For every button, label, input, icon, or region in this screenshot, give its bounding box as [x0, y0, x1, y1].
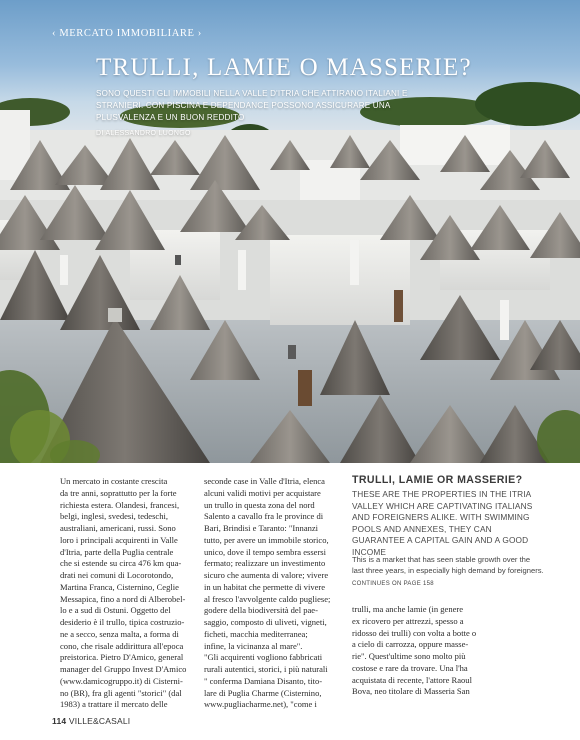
body-line: Bari, Brindisi e Taranto: "Innanzi	[204, 523, 319, 533]
body-line: unico, dove il tempo sembra essersi	[204, 546, 327, 557]
body-line: che si estende su circa 476 km qua-	[60, 558, 182, 569]
body-line: no (BR), fra gli agenti "storici" (dal	[60, 687, 182, 698]
body-line: "Gli acquirenti vogliono fabbricati	[204, 652, 323, 663]
body-line: sicuro che aumenta di valore; vivere	[204, 570, 329, 580]
english-title: TRULLI, LAMIE OR MASSERIE?	[352, 474, 523, 486]
body-line: Salento a cavallo fra le province di	[204, 511, 324, 522]
body-line: loro i principali acquirenti in Valle	[60, 534, 178, 545]
page-folio	[52, 716, 130, 726]
continued-link[interactable]: CONTINUES ON PAGE 158	[352, 580, 434, 587]
body-line: drati nei comuni di Locorotondo,	[60, 570, 174, 580]
body-line: australiani, americani, russi. Sono	[60, 523, 176, 533]
body-line: ridosso dei trulli) con volta a botte o	[352, 627, 477, 638]
body-line: ficheti, macchia mediterranea;	[204, 628, 308, 639]
body-line: lare di Puglia Charme (Cisternino,	[204, 687, 322, 698]
body-line: costose e rare da trovare. Una l'ha	[352, 662, 468, 673]
body-line: ex ricovero per attrezzi, spesso a	[352, 615, 464, 626]
article-column-1	[60, 476, 196, 711]
english-summary	[352, 554, 544, 590]
body-line: tutto, per avere un immobile storico,	[204, 534, 329, 545]
article-column-3	[352, 604, 524, 698]
body-line: rurali autentici, storici, i più naturali	[204, 664, 328, 674]
body-line: 1983) a trattare il mercato delle	[60, 699, 168, 710]
body-line: un trullo in questa zona del nord	[204, 499, 315, 510]
body-line: (www.damicogruppo.it) di Cisterni-	[60, 675, 183, 686]
body-line: Martina Franca, Cisternino, Ceglie	[60, 581, 179, 592]
body-line: cono, che risale addirittura all'epoca	[60, 640, 184, 651]
body-line: fermato; realizzare un investimento	[204, 558, 326, 569]
english-deck: THESE ARE THE PROPERTIES IN THE ITRIA VALLEY WHICH ARE CAPTIVATING ITALIANS AND FOREIGNERS ALIKE. WITH SWIMMING POOLS AND ANNEXES, THEY CAN GUARANTEE A CAPITAL GAIN AND A GOOD INCOME	[352, 489, 533, 557]
body-line: richiesta estera. Olandesi, francesi,	[60, 499, 180, 510]
body-line: ne a secco, senza malta, a forma di	[60, 628, 179, 639]
body-line: d'Itria, parte della Puglia centrale	[60, 546, 174, 557]
body-line: a cielo di carrozza, oppure masse-	[352, 639, 469, 650]
body-line: Bova, neo titolare di Masseria San	[352, 686, 470, 697]
body-line: Un mercato in costante crescita	[60, 476, 168, 486]
body-line: in un habitat che permette di vivere	[204, 581, 326, 592]
body-line: manager del Gruppo Invest D'Amico	[60, 664, 187, 674]
body-line: Messapica, fino a nord di Alberobel-	[60, 593, 186, 604]
body-line: trulli, ma anche lamie (in genere	[352, 604, 464, 614]
body-line: da tre anni, soprattutto per la forte	[60, 487, 177, 498]
body-line: infine, la vicinanza al mare".	[204, 640, 303, 651]
page-title: TRULLI, LAMIE O MASSERIE?	[96, 54, 472, 81]
section-kicker: ‹ MERCATO IMMOBILIARE ›	[52, 28, 202, 39]
body-line: lo e a sud di Ostuni. Oggetto del	[60, 605, 171, 616]
article-deck: SONO QUESTI GLI IMMOBILI NELLA VALLE D'ITRIA CHE ATTIRANO ITALIANI E STRANIERI. CON PISCINA E DEPENDANCE POSSONO ASSICURARE UNA PLUSVALENZA E UN BUON REDDITO	[96, 89, 408, 122]
body-line: godere della biodiversità del pae-	[204, 605, 318, 616]
magazine-name: VILLE&CASALI	[68, 716, 131, 726]
body-line: rie". Quest'ultime sono molto più	[352, 651, 466, 661]
body-line: saggio, composto di uliveti, vigneti,	[204, 617, 327, 627]
body-line: acquistata di recente, l'attore Raoul	[352, 674, 472, 685]
body-line: belgi, inglesi, svedesi, tedeschi,	[60, 511, 169, 522]
body-line: seconde case in Valle d'Itria, elenca	[204, 476, 325, 486]
body-line: desiderio è il trullo, tipica costruzio-	[60, 617, 185, 627]
body-line: alcuni validi motivi per acquistare	[204, 487, 321, 498]
article-byline: DI ALESSANDRO LUONGO	[96, 130, 191, 137]
article-column-2	[204, 476, 342, 711]
body-line: preistorica. Pietro D'Amico, general	[60, 652, 184, 663]
english-body-text: This is a market that has seen stable growth over the last three years, in especially high demand by foreigners.	[352, 555, 544, 576]
body-line: al fresco l'avvolgente caldo pugliese;	[204, 593, 331, 604]
page-number: 114	[52, 716, 67, 726]
body-line: www.pugliacharme.net), "come i	[204, 699, 317, 710]
body-line: " conferma Damiana Disanto, tito-	[204, 675, 323, 686]
